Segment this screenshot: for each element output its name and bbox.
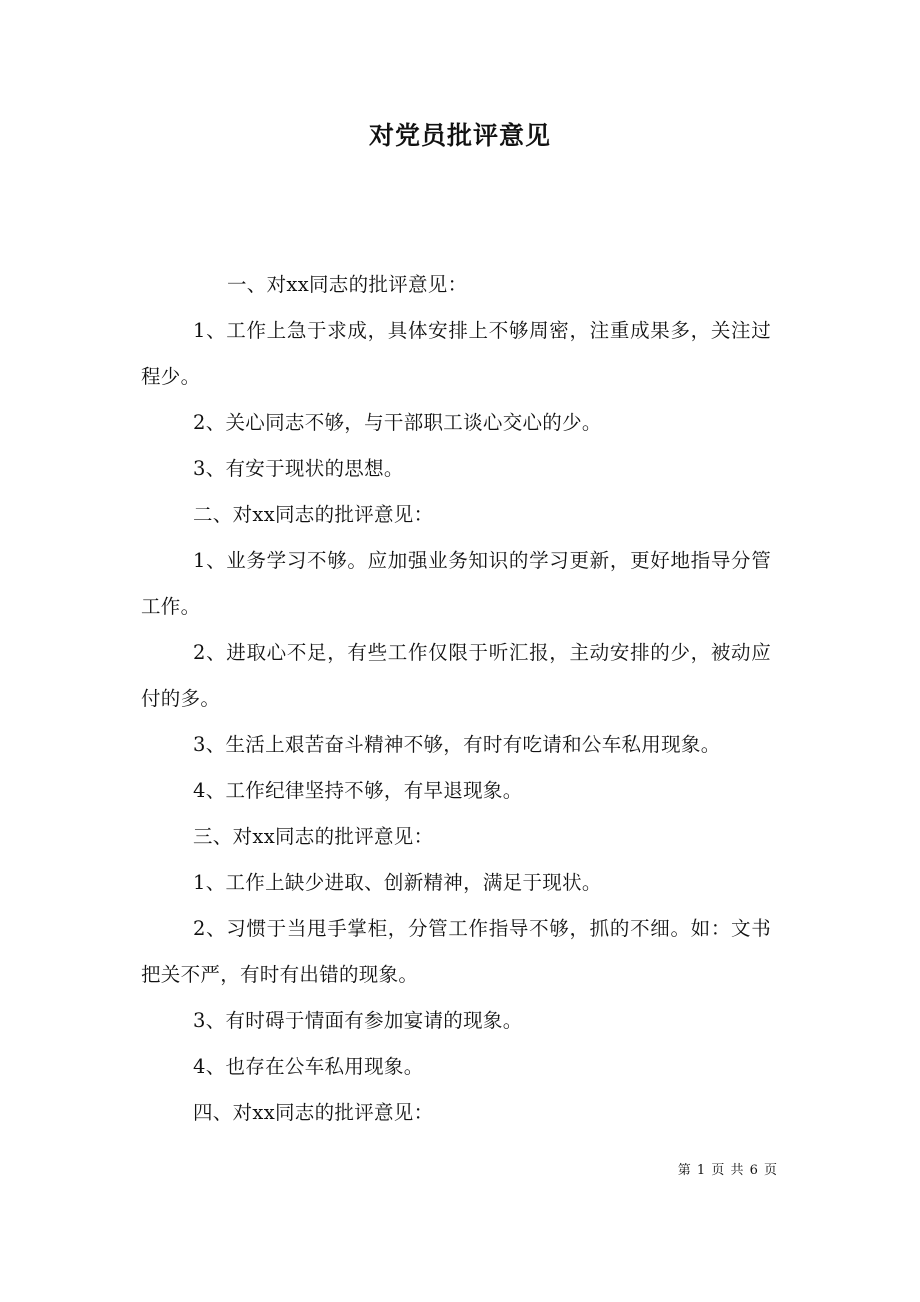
- paragraph-item: 2、习惯于当甩手掌柜，分管工作指导不够，抓的不细。如：文书把关不严，有时有出错的现象。: [141, 917, 771, 986]
- section-heading-2: 二、对xx同志的批评意见：: [193, 503, 434, 526]
- paragraph-item: 1、工作上急于求成，具体安排上不够周密，注重成果多，关注过程少。: [141, 319, 771, 388]
- paragraph-item: 2、关心同志不够，与干部职工谈心交心的少。: [193, 411, 602, 434]
- paragraph-item: 3、有时碍于情面有参加宴请的现象。: [193, 1009, 523, 1032]
- paragraph-item: 1、业务学习不够。应加强业务知识的学习更新，更好地指导分管工作。: [141, 549, 771, 618]
- paragraph-item: 1、工作上缺少进取、创新精神，满足于现状。: [193, 871, 602, 894]
- paragraph-item: 3、生活上艰苦奋斗精神不够，有时有吃请和公车私用现象。: [193, 733, 721, 756]
- paragraph-item: 4、工作纪律坚持不够，有早退现象。: [193, 779, 523, 802]
- document-body: [141, 262, 771, 1136]
- document-title: 对党员批评意见: [368, 121, 551, 150]
- section-heading-4: 四、对xx同志的批评意见：: [193, 1101, 434, 1124]
- section-heading-1: 一、对xx同志的批评意见：: [227, 273, 468, 296]
- paragraph-item: 3、有安于现状的思想。: [193, 457, 404, 480]
- section-heading-3: 三、对xx同志的批评意见：: [193, 825, 434, 848]
- paragraph-item: 2、进取心不足，有些工作仅限于听汇报，主动安排的少，被动应付的多。: [141, 641, 771, 710]
- page-number-footer: 第 1 页 共 6 页: [677, 1163, 778, 1178]
- paragraph-item: 4、也存在公车私用现象。: [193, 1055, 424, 1078]
